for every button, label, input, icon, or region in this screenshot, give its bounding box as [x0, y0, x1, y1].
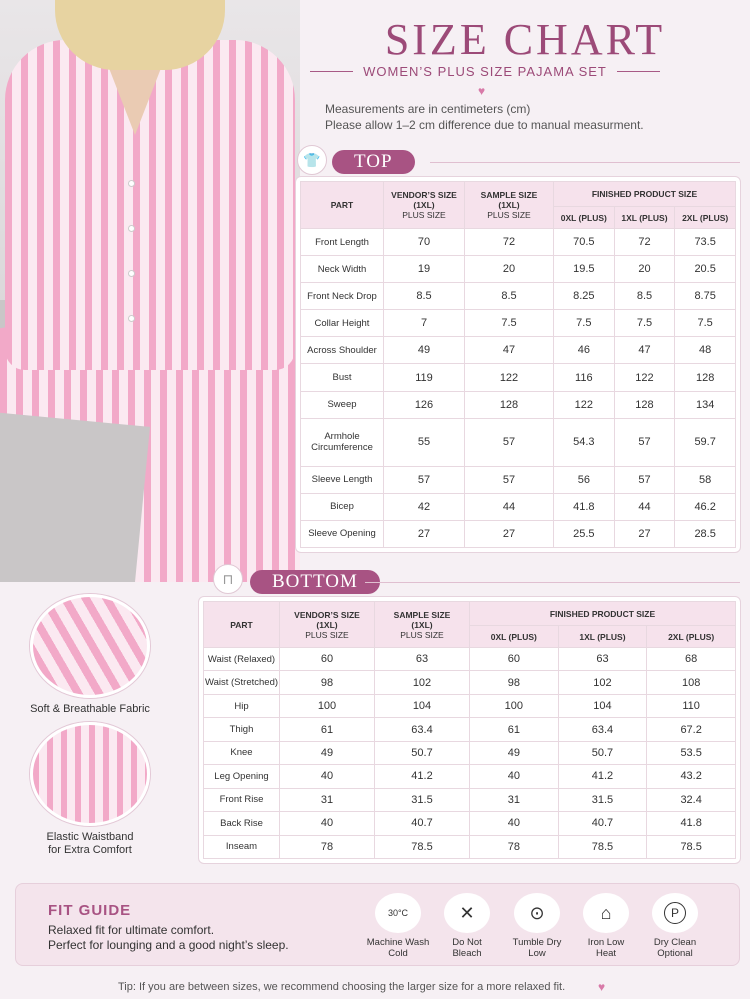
cell: 98	[280, 671, 375, 694]
no-bleach-icon	[444, 893, 490, 933]
cell: 100	[280, 694, 375, 717]
table-row	[204, 788, 736, 811]
cell-part: Bust	[301, 364, 384, 391]
cell: 55	[384, 418, 465, 466]
cell: 7	[384, 310, 465, 337]
cell-part: Bicep	[301, 493, 384, 520]
cell: 25.5	[554, 520, 615, 547]
cell: 8.5	[384, 283, 465, 310]
cell: 60	[470, 648, 559, 671]
table-row	[301, 364, 736, 391]
bottom-table-body	[204, 648, 736, 859]
cell: 128	[465, 391, 554, 418]
section-rule	[365, 582, 740, 583]
cell: 31	[470, 788, 559, 811]
cell: 49	[384, 337, 465, 364]
cell: 78	[470, 835, 559, 859]
table-row	[301, 520, 736, 547]
cell: 40	[280, 765, 375, 788]
cell: 63	[558, 648, 647, 671]
sample-sub: PLUS SIZE	[400, 629, 444, 640]
cell: 19	[384, 256, 465, 283]
cell-part: Collar Height	[301, 310, 384, 337]
table-row	[301, 310, 736, 337]
cell: 7.5	[554, 310, 615, 337]
page-title: SIZE CHART	[384, 15, 666, 64]
cell: 116	[554, 364, 615, 391]
shirt-button	[128, 180, 135, 187]
cell: 7.5	[675, 310, 736, 337]
cell: 41.8	[554, 493, 615, 520]
cell: 122	[465, 364, 554, 391]
cell: 41.2	[375, 765, 470, 788]
col-header-part: PART	[301, 182, 384, 229]
cell-part: Back Rise	[204, 812, 280, 835]
vendor-size: (1XL)	[316, 619, 338, 630]
wash-30-icon	[375, 893, 421, 933]
care-label: Bleach	[452, 948, 482, 959]
cell: 100	[470, 694, 559, 717]
cell: 20	[614, 256, 675, 283]
page-subtitle: WOMEN’S PLUS SIZE PAJAMA SET	[363, 64, 607, 79]
care-machine-wash	[363, 893, 433, 959]
bleach-symbol: ✕	[459, 902, 475, 923]
cell: 44	[614, 493, 675, 520]
section-label-bottom: BOTTOM	[250, 570, 380, 594]
cell: 63	[375, 648, 470, 671]
cell: 40	[280, 812, 375, 835]
divider	[310, 71, 353, 72]
table-row	[204, 671, 736, 694]
col-header-0xl: 0XL (PLUS)	[554, 207, 615, 229]
cell-part: Inseam	[204, 835, 280, 859]
cell-part: Across Shoulder	[301, 337, 384, 364]
col-header-2xl: 2XL (PLUS)	[675, 207, 736, 229]
col-header-finished: FINISHED PRODUCT SIZE	[554, 182, 736, 207]
care-label: Do Not	[452, 937, 482, 948]
shirt-icon: 👕	[297, 145, 327, 175]
cell: 48	[675, 337, 736, 364]
sample-label: SAMPLE SIZE	[393, 609, 451, 620]
care-label: Tumble Dry	[512, 937, 562, 948]
table-row	[204, 812, 736, 835]
cell-part: Sleeve Length	[301, 466, 384, 493]
table-row	[301, 256, 736, 283]
cell: 20	[465, 256, 554, 283]
cell: 53.5	[647, 741, 736, 764]
col-header-vendor	[280, 602, 375, 648]
sample-size: (1XL)	[411, 619, 433, 630]
cell-part: Waist (Relaxed)	[204, 648, 280, 671]
product-photo	[0, 0, 300, 582]
tolerance-note: Please allow 1–2 cm difference due to manual measurment.	[325, 118, 644, 132]
waistband-caption-line1: Elastic Waistband	[46, 831, 134, 843]
cell: 42	[384, 493, 465, 520]
cell: 47	[614, 337, 675, 364]
cell: 57	[614, 418, 675, 466]
cell: 40.7	[558, 812, 647, 835]
table-row	[204, 835, 736, 859]
cell: 57	[465, 466, 554, 493]
cell: 47	[465, 337, 554, 364]
cell: 70	[384, 229, 465, 256]
cell-part: Front Neck Drop	[301, 283, 384, 310]
vendor-size: (1XL)	[413, 200, 435, 210]
col-header-1xl: 1XL (PLUS)	[614, 207, 675, 229]
care-label: Dry Clean	[653, 937, 697, 948]
fit-guide-title: FIT GUIDE	[48, 902, 132, 919]
cell: 40.7	[375, 812, 470, 835]
cell: 128	[675, 364, 736, 391]
table-row	[301, 418, 736, 466]
cell: 49	[280, 741, 375, 764]
cell: 31	[280, 788, 375, 811]
section-rule	[430, 162, 740, 163]
cell: 119	[384, 364, 465, 391]
cell: 41.8	[647, 812, 736, 835]
table-row	[204, 718, 736, 741]
cell: 19.5	[554, 256, 615, 283]
table-row	[301, 391, 736, 418]
cell: 57	[614, 466, 675, 493]
table-row	[301, 229, 736, 256]
vendor-label: VENDOR’S SIZE	[294, 609, 360, 620]
table-row	[301, 493, 736, 520]
cell: 44	[465, 493, 554, 520]
cell: 122	[614, 364, 675, 391]
dry-clean-icon	[652, 893, 698, 933]
sample-sub: PLUS SIZE	[487, 210, 531, 220]
cell: 8.75	[675, 283, 736, 310]
cell: 7.5	[465, 310, 554, 337]
care-label: Machine Wash	[366, 937, 430, 948]
cell: 78.5	[375, 835, 470, 859]
tumble-dry-low-icon	[514, 893, 560, 933]
care-label: Low	[528, 948, 546, 959]
cell-part: Hip	[204, 694, 280, 717]
cell: 8.5	[614, 283, 675, 310]
top-table-body	[301, 229, 736, 548]
cell: 61	[280, 718, 375, 741]
cell: 78.5	[558, 835, 647, 859]
pants-icon: ⊓	[213, 564, 243, 594]
col-header-part: PART	[204, 602, 280, 648]
cell: 49	[470, 741, 559, 764]
cell-part: Neck Width	[301, 256, 384, 283]
cell: 72	[465, 229, 554, 256]
cell: 104	[558, 694, 647, 717]
cell: 110	[647, 694, 736, 717]
heart-icon: ♥	[598, 980, 606, 994]
col-header-finished: FINISHED PRODUCT SIZE	[470, 602, 736, 626]
units-note: Measurements are in centimeters (cm)	[325, 102, 531, 116]
heart-icon: ♥	[478, 84, 486, 98]
bottom-size-table	[198, 596, 741, 864]
col-header-1xl: 1XL (PLUS)	[558, 626, 647, 648]
cell: 57	[465, 418, 554, 466]
cell: 8.25	[554, 283, 615, 310]
care-label: Heat	[595, 948, 617, 959]
wash-symbol: 30°C	[387, 908, 409, 918]
cell: 32.4	[647, 788, 736, 811]
cell: 56	[554, 466, 615, 493]
cell: 46.2	[675, 493, 736, 520]
cell: 61	[470, 718, 559, 741]
cell: 28.5	[675, 520, 736, 547]
subtitle-row	[310, 64, 660, 79]
cell: 27	[465, 520, 554, 547]
cell: 31.5	[558, 788, 647, 811]
sizing-tip: Tip: If you are between sizes, we recommend choosing the larger size for a more relaxed fit.	[118, 981, 566, 993]
iron-low-icon	[583, 893, 629, 933]
cell-part: Sleeve Opening	[301, 520, 384, 547]
cell: 54.3	[554, 418, 615, 466]
vendor-sub: PLUS SIZE	[305, 629, 349, 640]
care-label: Optional	[657, 948, 693, 959]
sample-size: (1XL)	[498, 200, 520, 210]
table-row	[301, 283, 736, 310]
col-header-sample	[375, 602, 470, 648]
cell: 27	[384, 520, 465, 547]
vendor-sub: PLUS SIZE	[402, 210, 446, 220]
cell: 7.5	[614, 310, 675, 337]
cell: 78.5	[647, 835, 736, 859]
shirt-button	[128, 225, 135, 232]
table-row	[204, 694, 736, 717]
tumble-symbol: ⊙	[529, 902, 545, 923]
cell: 50.7	[375, 741, 470, 764]
table-row	[204, 648, 736, 671]
care-no-bleach	[432, 893, 502, 959]
cell: 63.4	[375, 718, 470, 741]
cell-part: Leg Opening	[204, 765, 280, 788]
table-row	[204, 741, 736, 764]
col-header-0xl: 0XL (PLUS)	[470, 626, 559, 648]
sample-label: SAMPLE SIZE	[480, 190, 538, 200]
cell: 31.5	[375, 788, 470, 811]
cell: 104	[375, 694, 470, 717]
cell: 41.2	[558, 765, 647, 788]
cell: 58	[675, 466, 736, 493]
cell-part: Front Rise	[204, 788, 280, 811]
cell: 20.5	[675, 256, 736, 283]
table-row	[301, 466, 736, 493]
cell-part: Thigh	[204, 718, 280, 741]
care-tumble-dry	[502, 893, 572, 959]
cell: 67.2	[647, 718, 736, 741]
table-row	[204, 765, 736, 788]
cell: 72	[614, 229, 675, 256]
care-label: Cold	[388, 948, 408, 959]
cell: 78	[280, 835, 375, 859]
fabric-swatch-image	[30, 594, 150, 698]
cell: 126	[384, 391, 465, 418]
cell: 43.2	[647, 765, 736, 788]
cell-part: Front Length	[301, 229, 384, 256]
table-row	[301, 337, 736, 364]
waistband-swatch-image	[30, 722, 150, 826]
cell: 46	[554, 337, 615, 364]
cell: 73.5	[675, 229, 736, 256]
cell: 122	[554, 391, 615, 418]
waistband-caption-line2: for Extra Comfort	[48, 844, 132, 856]
cell-part: Waist (Stretched)	[204, 671, 280, 694]
cell: 134	[675, 391, 736, 418]
cell: 59.7	[675, 418, 736, 466]
shirt-button	[128, 315, 135, 322]
cell: 70.5	[554, 229, 615, 256]
cell: 108	[647, 671, 736, 694]
fit-guide-line2: Perfect for lounging and a good night’s sleep.	[48, 938, 289, 952]
care-dry-clean	[640, 893, 710, 959]
cell: 128	[614, 391, 675, 418]
cell: 63.4	[558, 718, 647, 741]
cell-part: Knee	[204, 741, 280, 764]
care-label: Iron Low	[587, 937, 625, 948]
cell: 40	[470, 812, 559, 835]
cell: 68	[647, 648, 736, 671]
divider	[617, 71, 660, 72]
col-header-vendor	[384, 182, 465, 229]
cell: 60	[280, 648, 375, 671]
cell: 27	[614, 520, 675, 547]
cell: 98	[470, 671, 559, 694]
section-label-top: TOP	[332, 150, 415, 174]
col-header-sample	[465, 182, 554, 229]
iron-symbol: ⌂	[600, 902, 612, 923]
cell: 50.7	[558, 741, 647, 764]
cell: 102	[375, 671, 470, 694]
top-size-table	[295, 176, 741, 553]
cell: 57	[384, 466, 465, 493]
dry-clean-symbol: P	[664, 902, 686, 924]
cell-part: Armhole Circumference	[301, 418, 384, 466]
col-header-2xl: 2XL (PLUS)	[647, 626, 736, 648]
cell: 102	[558, 671, 647, 694]
vendor-label: VENDOR’S SIZE	[391, 190, 457, 200]
cell-part: Sweep	[301, 391, 384, 418]
cell: 8.5	[465, 283, 554, 310]
fabric-caption: Soft & Breathable Fabric	[30, 703, 150, 715]
fit-guide-line1: Relaxed fit for ultimate comfort.	[48, 923, 215, 937]
shirt-button	[128, 270, 135, 277]
care-iron-low	[571, 893, 641, 959]
cell: 40	[470, 765, 559, 788]
